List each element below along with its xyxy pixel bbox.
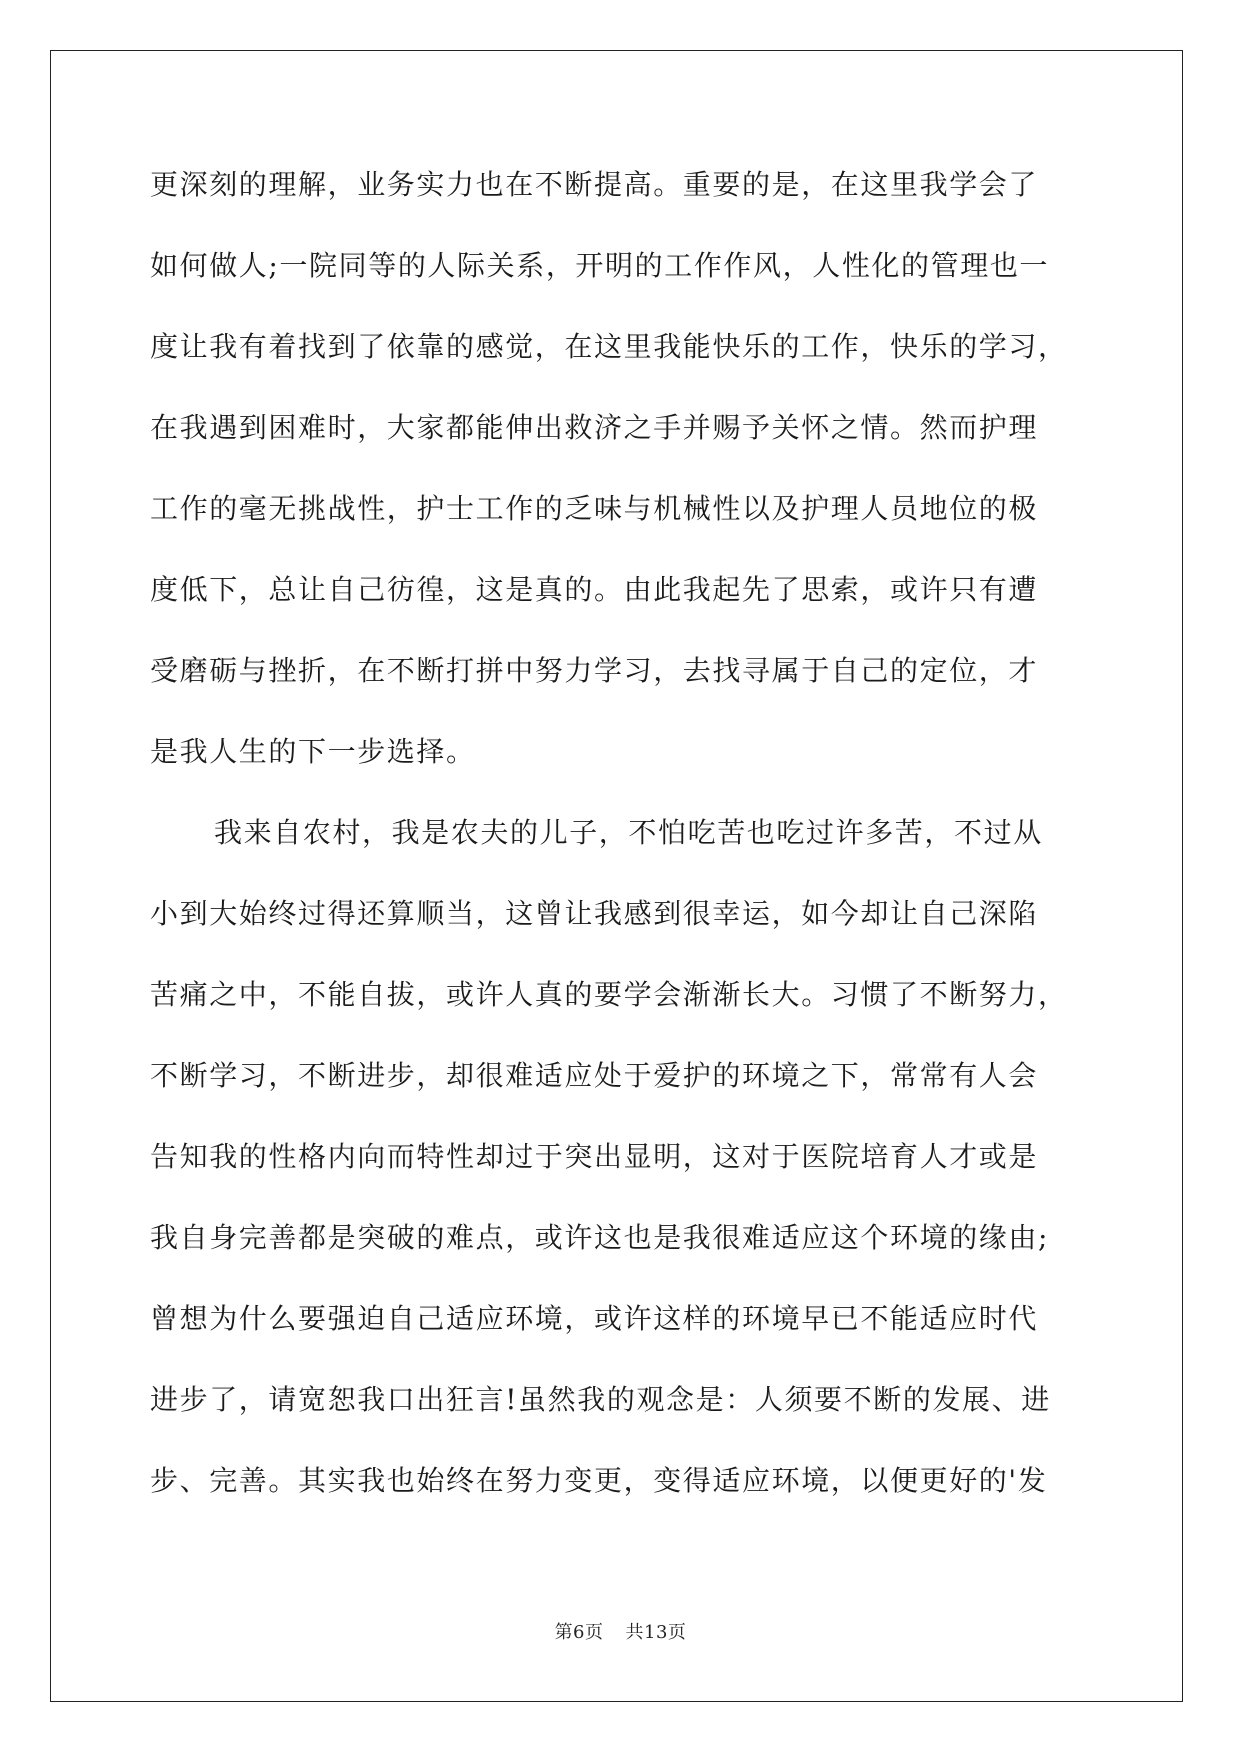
text-line: 在我遇到困难时，大家都能伸出救济之手并赐予关怀之情。然而护理 bbox=[150, 411, 1039, 444]
text-line: 进步了，请宽恕我口出狂言!虽然我的观念是：人须要不断的发展、进 bbox=[150, 1383, 1051, 1416]
text-line: 不断学习，不断进步，却很难适应处于爱护的环境之下，常常有人会 bbox=[150, 1059, 1039, 1092]
paragraph-start-line: 我来自农村，我是农夫的儿子，不怕吃苦也吃过许多苦，不过从 bbox=[214, 816, 1043, 849]
text-line: 曾想为什么要强迫自己适应环境，或许这样的环境早已不能适应时代 bbox=[150, 1302, 1039, 1335]
text-line: 是我人生的下一步选择。 bbox=[150, 735, 476, 768]
page-footer bbox=[0, 1618, 1241, 1644]
total-pages: 共13页 bbox=[625, 1622, 687, 1643]
text-line: 苦痛之中，不能自拔，或许人真的要学会渐渐长大。习惯了不断努力， bbox=[150, 978, 1068, 1011]
text-line: 受磨砺与挫折，在不断打拼中努力学习，去找寻属于自己的定位，才 bbox=[150, 654, 1039, 687]
text-line: 步、完善。其实我也始终在努力变更，变得适应环境，以便更好的'发 bbox=[150, 1464, 1048, 1497]
text-line: 我自身完善都是突破的难点，或许这也是我很难适应这个环境的缘由; bbox=[150, 1221, 1050, 1254]
text-line: 度让我有着找到了依靠的感觉，在这里我能快乐的工作，快乐的学习， bbox=[150, 330, 1068, 363]
text-line: 工作的毫无挑战性，护士工作的乏味与机械性以及护理人员地位的极 bbox=[150, 492, 1039, 525]
text-line: 告知我的性格内向而特性却过于突出显明，这对于医院培育人才或是 bbox=[150, 1140, 1039, 1173]
body-text bbox=[150, 144, 1090, 1521]
text-line: 小到大始终过得还算顺当，这曾让我感到很幸运，如今却让自己深陷 bbox=[150, 897, 1039, 930]
text-line: 度低下，总让自己彷徨，这是真的。由此我起先了思索，或许只有遭 bbox=[150, 573, 1039, 606]
text-line: 如何做人;一院同等的人际关系，开明的工作作风，人性化的管理也一 bbox=[150, 249, 1050, 282]
text-line: 更深刻的理解，业务实力也在不断提高。重要的是，在这里我学会了 bbox=[150, 168, 1039, 201]
page-number: 第6页 bbox=[554, 1622, 604, 1643]
